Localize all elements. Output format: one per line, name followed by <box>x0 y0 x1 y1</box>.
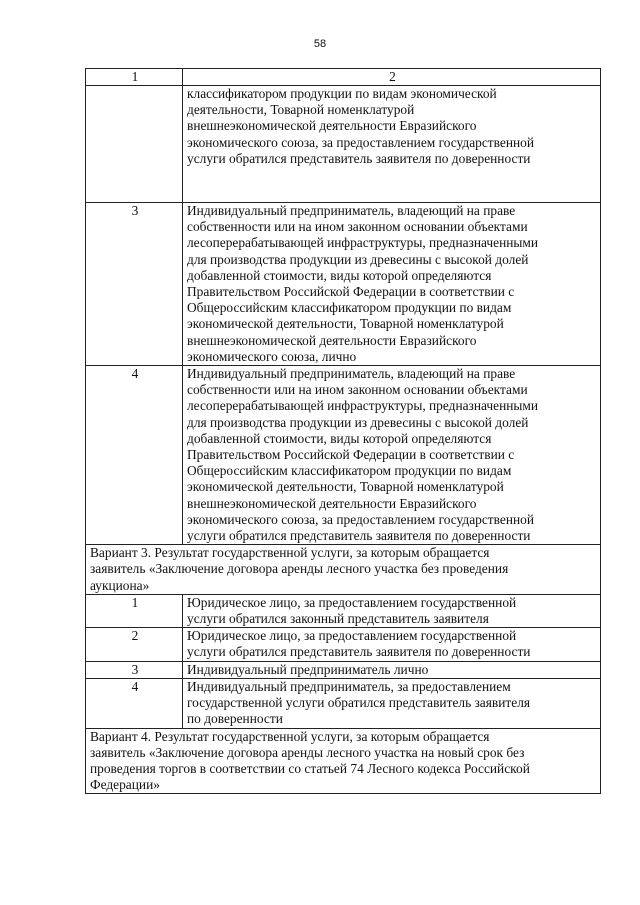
row-text: Индивидуальный предприниматель, за предоставлением государственной услуги обратился представитель заявителя по доверенности <box>183 678 601 728</box>
variant-4-heading-row <box>86 728 601 794</box>
applicant-variants-table <box>85 68 601 794</box>
row-text: классификатором продукции по видам экономической деятельности, Товарной номенклатурой внешнеэкономической деятельности Евразийского экономического союза, за предоставлением государственной услуги обратился представитель заявителя по доверенности <box>183 86 601 203</box>
variant-3-title: Вариант 3. Результат государственной услуги, за которым обращается заявитель «Заключение договора аренды лесного участка без проведения аукциона» <box>86 545 601 595</box>
table-row <box>86 661 601 678</box>
table-row <box>86 678 601 728</box>
header-col-2: 2 <box>183 69 601 86</box>
page-number: 58 <box>313 38 327 50</box>
row-text: Индивидуальный предприниматель, владеющий на праве собственности или на ином законном основании объектами лесоперерабатывающей инфраструктуры, предназначенными для производства продукции из древесины с высокой долей добавленной стоимости, виды которой определяются Правительством Российской Федерации в соответствии с Общероссийским классификатором продукции по видам экономической деятельности, Товарной номенклатурой внешнеэкономической деятельности Евразийского экономического союза, лично <box>183 203 601 366</box>
table-row <box>86 594 601 627</box>
row-number: 3 <box>86 203 183 366</box>
row-text: Индивидуальный предприниматель лично <box>183 661 601 678</box>
row-number <box>86 86 183 203</box>
table-row <box>86 628 601 661</box>
table-row <box>86 366 601 545</box>
row-number: 4 <box>86 678 183 728</box>
variant-4-title: Вариант 4. Результат государственной услуги, за которым обращается заявитель «Заключение договора аренды лесного участка на новый срок без проведения торгов в соответствии со статьей 74 Лесного кодекса Российской Федерации» <box>86 728 601 794</box>
row-text: Индивидуальный предприниматель, владеющий на праве собственности или на ином законном основании объектами лесоперерабатывающей инфраструктуры, предназначенными для производства продукции из древесины с высокой долей добавленной стоимости, виды которой определяются Правительством Российской Федерации в соответствии с Общероссийским классификатором продукции по видам экономической деятельности, Товарной номенклатурой внешнеэкономической деятельности Евразийского экономического союза, за предоставлением государственной услуги обратился представитель заявителя по доверенности <box>183 366 601 545</box>
row-text: Юридическое лицо, за предоставлением государственной услуги обратился законный представитель заявителя <box>183 594 601 627</box>
row-number: 3 <box>86 661 183 678</box>
row-number: 2 <box>86 628 183 661</box>
row-number: 4 <box>86 366 183 545</box>
row-number: 1 <box>86 594 183 627</box>
table-header-row <box>86 69 601 86</box>
table-row <box>86 203 601 366</box>
row-text: Юридическое лицо, за предоставлением государственной услуги обратился представитель заявителя по доверенности <box>183 628 601 661</box>
variant-3-heading-row <box>86 545 601 595</box>
table-row <box>86 86 601 203</box>
header-col-1: 1 <box>86 69 183 86</box>
